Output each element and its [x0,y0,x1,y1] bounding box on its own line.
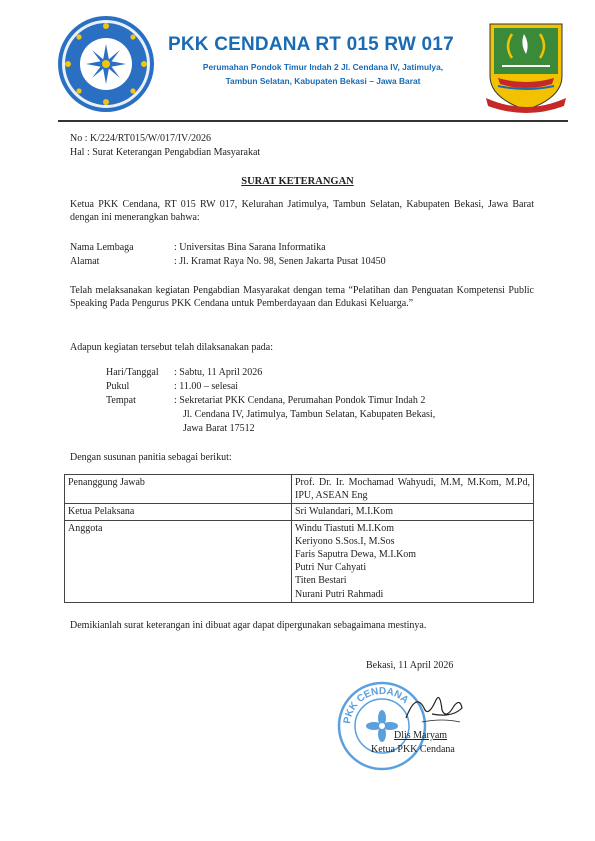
committee-role: Anggota [65,520,292,602]
letter-number: No : K/224/RT015/W/017/IV/2026 [70,133,212,144]
table-row [65,520,534,602]
committee-intro: Dengan susunan panitia sebagai berikut: [70,452,232,463]
committee-role: Penanggung Jawab [65,475,292,504]
schedule-day-label: Hari/Tanggal [106,367,159,378]
schedule-place-line-1: : Sekretariat PKK Cendana, Perumahan Pondok Timur Indah 2 [174,395,426,406]
committee-member: Faris Saputra Dewa, M.I.Kom [295,549,417,561]
organization-title: PKK CENDANA RT 015 RW 017 [168,34,454,55]
signer-name: Dlis Maryam [394,730,448,741]
institution-address-label: Alamat [70,256,100,267]
committee-role: Ketua Pelaksana [65,504,292,520]
institution-name-label: Nama Lembaga [70,242,134,253]
schedule-place-label: Tempat [106,395,136,406]
schedule-place-line-2: Jl. Cendana IV, Jatimulya, Tambun Selatan, Kabupaten Bekasi, [183,409,436,420]
table-row [65,504,534,520]
place-date: Bekasi, 11 April 2026 [366,660,454,671]
kabupaten-bekasi-emblem [484,20,568,116]
committee-member: Nurani Putri Rahmadi [295,588,384,600]
schedule-day-value: : Sabtu, 11 April 2026 [174,367,263,378]
organization-address [164,60,482,88]
committee-table [64,474,534,603]
schedule-time-label: Pukul [106,381,130,392]
pkk-logo [56,14,156,114]
header-divider [58,120,568,122]
committee-member: Windu Tiastuti M.I.Kom [295,522,395,534]
activity-paragraph: Telah melaksanakan kegiatan Pengabdian Masyarakat dengan tema “Pelatihan dan Penguatan Kompetensi Public Speaking Pada Pengurus PKK Cendana untuk Pemberdayaan dan Edukasi Keluarga.” [70,285,534,310]
letter-title: SURAT KETERANGAN [241,176,354,187]
address-line-1: Perumahan Pondok Timur Indah 2 Jl. Cendana IV, Jatimulya, [202,62,444,72]
letter-subject: Hal : Surat Keterangan Pengabdian Masyarakat [70,147,261,158]
committee-names: Prof. Dr. Ir. Mochamad Wahyudi, M.M, M.Kom, M.Pd, IPU, ASEAN Eng [292,475,534,504]
signature [402,688,464,728]
address-line-2: Tambun Selatan, Kabupaten Bekasi – Jawa Barat [225,76,421,86]
committee-member: Titen Bestari [295,575,347,587]
closing-paragraph: Demikianlah surat keterangan ini dibuat agar dapat dipergunakan sebagaimana mestinya. [70,620,427,631]
table-row [65,475,534,504]
schedule-time-value: : 11.00 – selesai [174,381,239,392]
schedule-place-line-3: Jawa Barat 17512 [183,423,255,434]
signer-position: Ketua PKK Cendana [371,744,455,755]
institution-address-value: : Jl. Kramat Raya No. 98, Senen Jakarta Pusat 10450 [174,256,386,267]
opening-paragraph: Ketua PKK Cendana, RT 015 RW 017, Kelurahan Jatimulya, Tambun Selatan, Kabupaten Bekasi, Jawa Barat dengan ini menerangkan bahwa: [70,199,534,224]
committee-member: Putri Nur Cahyati [295,562,367,574]
schedule-intro: Adapun kegiatan tersebut telah dilaksanakan pada: [70,342,273,353]
committee-names [292,520,534,602]
stamp-text: PKK CENDANA [342,685,411,725]
institution-name-value: : Universitas Bina Sarana Informatika [174,242,326,253]
committee-member: Keriyono S.Sos.I, M.Sos [295,535,395,547]
committee-names: Sri Wulandari, M.I.Kom [292,504,534,520]
